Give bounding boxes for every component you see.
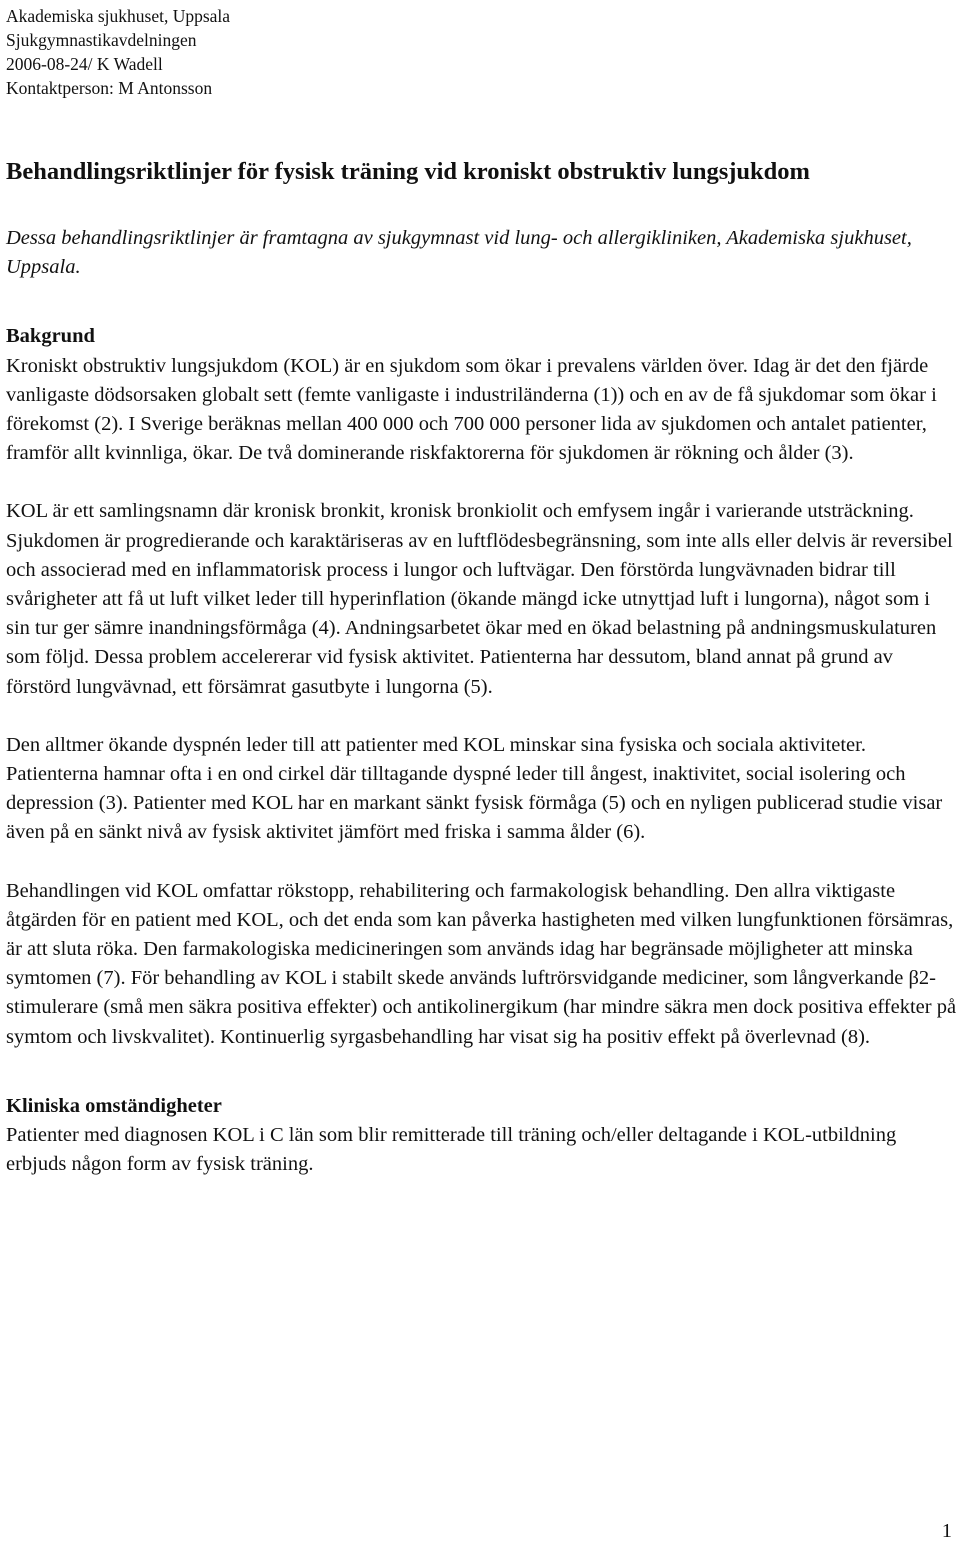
document-title: Behandlingsriktlinjer för fysisk träning vid kroniskt obstruktiv lungsjukdom (6, 158, 810, 185)
section-heading-kliniska: Kliniska omständigheter (6, 1094, 222, 1117)
date-author: 2006-08-24/ K Wadell (6, 54, 163, 74)
paragraph: Den alltmer ökande dyspnén leder till att patienter med KOL minskar sina fysiska och sociala aktiviteter. Patienterna hamnar ofta i en ond cirkel där tilltagande dyspné leder till ångest, inaktivitet, social isolering och depression (3). Patienter med KOL har en markant sänkt fysisk förmåga (5) och en nyligen publicerad studie visar även på en sänkt nivå av fysisk aktivitet jämfört med friska i samma ålder (6). (6, 733, 943, 844)
paragraph: KOL är ett samlingsnamn där kronisk bronkit, kronisk bronkiolit och emfysem ingår i varierande utsträckning. Sjukdomen är progredierande och karaktäriseras av en luftflödesbegränsning, som inte alls eller delvis är reversibel och associerad med en inflammatorisk process i lungor och luftvägar. Den förstörda lungvävnaden bidrar till svårigheter att få ut luft vilket leder till hyperinflation (ökande mängd icke utnyttjad luft i lungorna), något som i sin tur ger sämre inandningsförmåga (4). Andningsarbetet ökar med en ökad belastning på andningsmuskulaturen som följd. Dessa problem accelererar vid fysisk aktivitet. Patienterna har dessutom, bland annat på grund av förstörd lungvävnad, ett försämrat gasutbyte i lungorna (5). (6, 500, 953, 698)
department-name: Sjukgymnastikavdelningen (6, 30, 197, 50)
paragraph: Behandlingen vid KOL omfattar rökstopp, rehabilitering och farmakologisk behandling. Den allra viktigaste åtgärden för en patient med KOL, och det enda som kan påverka hastigheten med vilken lungfunktionen försämras, är att sluta röka. Den farmakologiska medicineringen som används idag har begränsade möjligheter att minska symtomen (7). För behandling av KOL i stabilt skede används luftrörsvidgande mediciner, som långverkande β2-stimulerare (små men säkra positiva effekter) och antikolinergikum (har mindre säkra men dock positiva effekter på symtom och livskvalitet). Kontinuerlig syrgasbehandling har visat sig ha positiv effekt på överlevnad (8). (6, 879, 957, 1048)
page-number: 1 (941, 1520, 952, 1542)
section-kliniska-omstandigheter (6, 1092, 956, 1180)
section-heading-bakgrund: Bakgrund (6, 325, 95, 348)
paragraph: Kroniskt obstruktiv lungsjukdom (KOL) är en sjukdom som ökar i prevalens världen över. Idag är det den fjärde vanligaste dödsorsaken globalt sett (femte vanligaste i industriländerna (1)) och en av de få sjukdomar som ökar i förekomst (2). I Sverige beräknas mellan 400 000 och 700 000 personer lida av sjukdomen och antalet patienter, framför allt kvinnliga, ökar. De två dominerande riskfaktorerna för sjukdomen är rökning och ålder (3). (6, 354, 937, 465)
section-bakgrund (6, 322, 956, 1051)
hospital-name: Akademiska sjukhuset, Uppsala (6, 6, 231, 26)
intro-text: Dessa behandlingsriktlinjer är framtagna av sjukgymnast vid lung- och allergikliniken, Akademiska sjukhuset, Uppsala. (6, 227, 912, 279)
document-header (6, 4, 956, 100)
paragraph: Patienter med diagnosen KOL i C län som blir remitterade till träning och/eller deltagande i KOL-utbildning erbjuds någon form av fysisk träning. (6, 1124, 897, 1176)
document-page (6, 0, 956, 1179)
contact-person: Kontaktperson: M Antonsson (6, 78, 213, 98)
